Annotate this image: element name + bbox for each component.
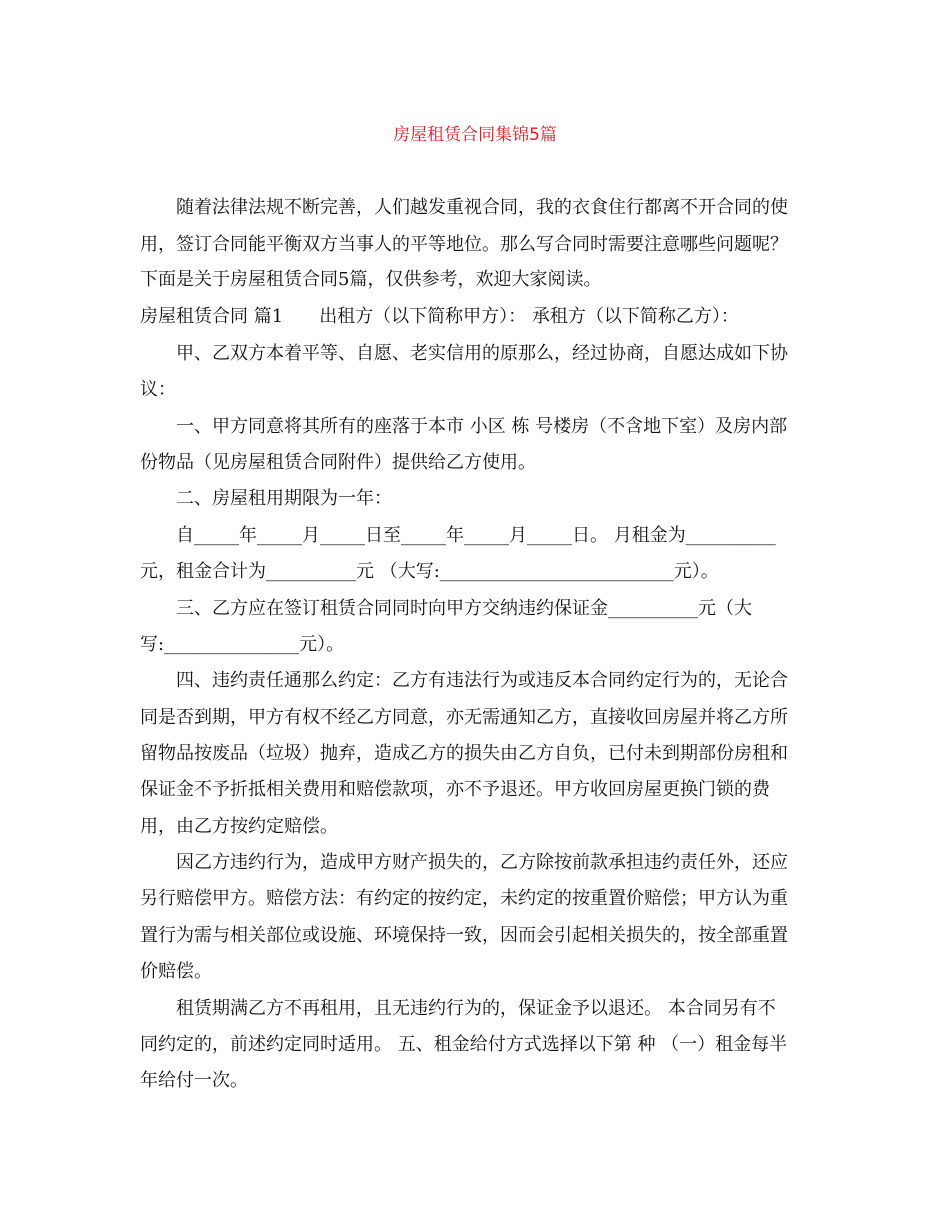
text-line: 二、房屋租用期限为一年： [176, 488, 392, 509]
text-line: 价赔偿。 [140, 961, 212, 982]
text-line: 一、甲方同意将其所有的座落于本市 小区 栋 号楼房（不含地下室）及房内部 [176, 416, 788, 437]
document-title: 房屋租赁合同集锦5篇 [393, 125, 557, 145]
text-line: 因乙方违约行为，造成甲方财产损失的，乙方除按前款承担违约责任外，还应 [176, 852, 788, 873]
text-line: 用，签订合同能平衡双方当事人的平等地位。那么写合同时需要注意哪些问题呢？ [140, 234, 788, 255]
text-line: 三、乙方应在签订租赁合同同时向甲方交纳违约保证金__________元（大 [176, 598, 752, 619]
text-line: 留物品按废品（垃圾）抛弃，造成乙方的损失由乙方自负，已付未到期部份房租和 [140, 743, 788, 764]
text-line: 同约定的，前述约定同时适用。 五、租金给付方式选择以下第 种 （一）租金每半 [140, 1034, 788, 1055]
text-line: 随着法律法规不断完善，人们越发重视合同，我的衣食住行都离不开合同的使 [176, 197, 788, 218]
text-line: 另行赔偿甲方。赔偿方法：有约定的按约定，未约定的按重置价赔偿；甲方认为重 [140, 888, 788, 909]
text-line: 份物品（见房屋租赁合同附件）提供给乙方使用。 [140, 452, 536, 473]
text-line: 自_____年_____月_____日至_____年_____月_____日。 月租金为__________ [176, 525, 776, 546]
text-line: 同是否到期，甲方有权不经乙方同意，亦无需通知乙方，直接收回房屋并将乙方所 [140, 707, 788, 728]
text-line: 甲、乙双方本着平等、自愿、老实信用的原那么，经过协商，自愿达成如下协 [176, 343, 788, 364]
text-line: 保证金不予折抵相关费用和赔偿款项，亦不予退还。甲方收回房屋更换门锁的费 [140, 779, 770, 800]
text-line: 议： [140, 379, 176, 400]
text-line: 写:_______________元）。 [140, 634, 345, 655]
text-line: 租赁期满乙方不再租用，且无违约行为的，保证金予以退还。 本合同另有不 [176, 998, 776, 1019]
text-line: 四、违约责任通那么约定：乙方有违法行为或违反本合同约定行为的，无论合 [176, 670, 788, 691]
text-line: 下面是关于房屋租赁合同5篇，仅供参考，欢迎大家阅读。 [140, 269, 602, 290]
section-heading-line [140, 304, 820, 330]
text-line: 年给付一次。 [140, 1070, 248, 1091]
lessor-label: 出租方（以下简称甲方）： [319, 306, 527, 327]
lessee-label: 承租方（以下简称乙方）： [531, 306, 739, 327]
text-line: 元，租金合计为__________元 （大写:__________________________元）。 [140, 561, 719, 582]
section-heading: 房屋租赁合同 篇1 [140, 306, 284, 327]
text-line: 用，由乙方按约定赔偿。 [140, 816, 338, 837]
text-line: 置行为需与相关部位或设施、环境保持一致，因而会引起相关损失的，按全部重置 [140, 925, 788, 946]
